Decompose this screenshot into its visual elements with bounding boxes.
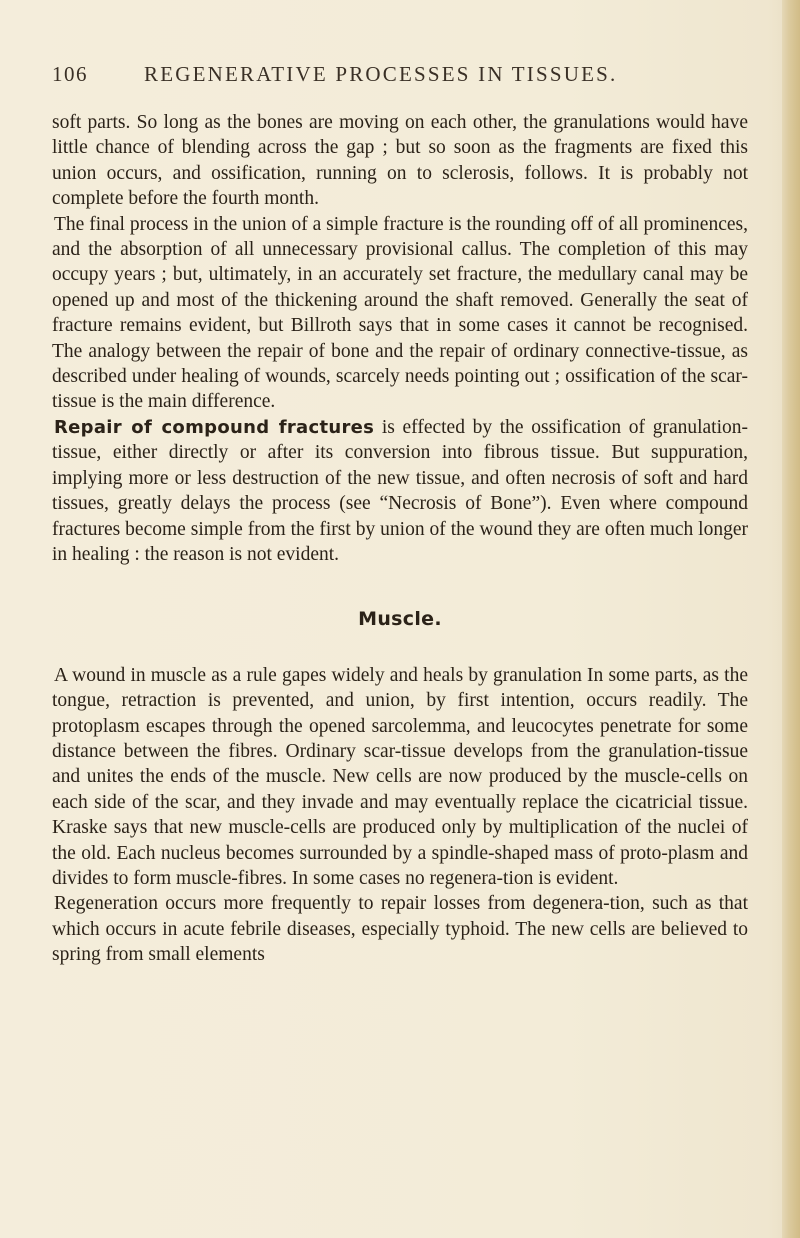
compound-fractures-text: is effected by the ossification of granulation-tissue, either directly or after its conversion into fibrous tissue. But suppuration, implying more or less destruction of the new tissue, and often necrosis of soft and hard tissues, greatly delays the process (see “Necrosis of Bone”). Even where compound fractures become simple from the first by union of the wound they are often much longer in healing : the reason is not evident. [52,416,749,565]
running-header [52,62,752,92]
page-edge-shadow [782,0,800,1238]
paragraph-compound-fractures [52,415,748,567]
paragraph-final-process: The final process in the union of a simple fracture is the rounding off of all prominences, and the absorption of all unnecessary provisional callus. The completion of this may occupy years ; but, ultimately, in an accurately set fracture, the medullary canal may be opened up and most of the thickening around the shaft removed. Generally the seat of fracture remains evident, but Billroth says that in some cases it cannot be recognised. The analogy between the repair of bone and the repair of ordinary connective-tissue, as described under healing of wounds, scarcely needs pointing out ; ossification of the scar-tissue is the main difference. [52,213,748,413]
paragraph-fracture-union: soft parts. So long as the bones are moving on each other, the granulations would have little chance of blending across the gap ; but so soon as the fragments are fixed this union occurs, and ossification, running on to sclerosis, follows. It is probably not complete before the fourth month. [52,112,748,210]
paragraph-muscle-wound: A wound in muscle as a rule gapes widely and heals by granulation In some parts, as the tongue, retraction is prevented, and union, by first intention, occurs readily. The protoplasm escapes through the opened sarcolemma, and leucocytes penetrate for some distance between the fibres. Ordinary scar-tissue develops from the granulation-tissue and unites the ends of the muscle. New cells are now produced by the muscle-cells on each side of the scar, and they invade and may eventually replace the cicatricial tissue. Kraske says that new muscle-cells are produced only by multiplication of the nuclei of the old. Each nucleus becomes surrounded by a spindle-shaped mass of proto-plasm and divides to form muscle-fibres. In some cases no regenera-tion is evident. [52,664,748,889]
section-heading-muscle: Muscle. [358,608,442,631]
body-text [52,110,748,968]
page-number: 106 [52,62,88,86]
running-title: REGENERATIVE PROCESSES IN TISSUES. [144,62,618,86]
run-in-heading-compound-fractures: Repair of compound fractures [54,416,375,438]
paragraph-muscle-regeneration: Regeneration occurs more frequently to repair losses from degenera-tion, such as that which occurs in acute febrile diseases, especially typhoid. The new cells are believed to spring from small elements [52,893,748,966]
